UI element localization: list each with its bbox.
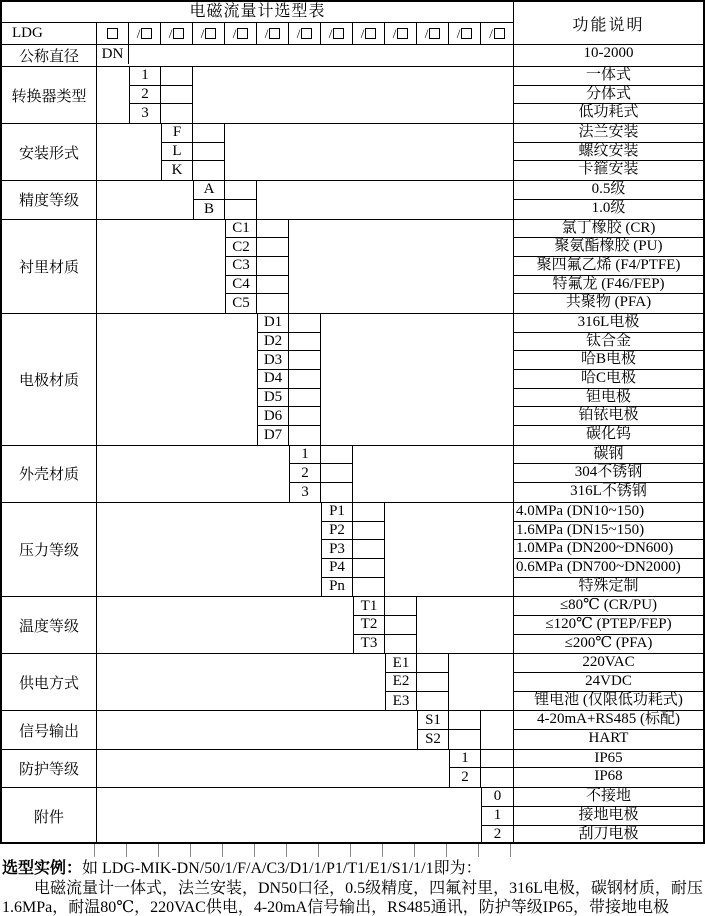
code-cell: K	[162, 161, 193, 180]
empty-cell	[353, 578, 385, 597]
section-label: 外壳材质	[2, 446, 97, 502]
slash: /	[136, 25, 141, 41]
grid-cell	[95, 844, 127, 857]
section-protection-class	[2, 749, 703, 787]
empty-cell	[417, 673, 449, 692]
model-code-slot	[449, 23, 481, 44]
empty-box-icon	[107, 28, 118, 39]
code-cell: A	[194, 181, 225, 200]
slash: /	[200, 25, 205, 41]
model-code-slot	[129, 23, 161, 44]
code-cell: D7	[258, 426, 289, 445]
code-cell: P1	[322, 503, 353, 522]
empty-box-icon	[237, 28, 248, 39]
grid-cell	[127, 844, 159, 857]
grid-cell	[223, 844, 255, 857]
code-cell: E2	[386, 673, 417, 692]
stair-spacer	[97, 788, 481, 844]
empty-cell	[193, 161, 225, 180]
next-column-stack	[385, 597, 417, 653]
stair-spacer	[97, 314, 257, 445]
model-code-slot	[321, 23, 353, 44]
empty-box-icon	[173, 28, 184, 39]
code-cell: P3	[322, 540, 353, 559]
header-left	[2, 2, 513, 44]
desc-cell: 1.0MPa (DN200~DN600)	[514, 540, 703, 559]
grid-cell	[159, 844, 191, 857]
empty-cell	[289, 407, 321, 426]
grid-cell	[447, 844, 479, 857]
code-cell: DN	[97, 45, 129, 64]
code-stack	[289, 446, 321, 502]
stair-spacer	[97, 446, 289, 502]
section-lining-material	[2, 219, 703, 313]
table-title: 电磁流量计选型表	[2, 2, 513, 23]
model-code-slot	[417, 23, 449, 44]
slash: /	[392, 25, 397, 41]
desc-cell: 哈B电极	[514, 351, 703, 370]
example-heading	[2, 859, 703, 879]
section-label: 衬里材质	[2, 220, 97, 313]
desc-cell: 锂电池 (仅限低功耗式)	[534, 691, 683, 708]
section-nominal-diameter	[2, 44, 703, 66]
stair-spacer	[97, 181, 193, 218]
code-cell: C4	[226, 276, 257, 295]
empty-cell	[321, 483, 353, 502]
function-descriptions	[513, 597, 703, 653]
section-pressure-class	[2, 502, 703, 596]
section-temperature-class	[2, 596, 703, 653]
empty-cell	[481, 750, 513, 769]
section-accessories	[2, 787, 703, 844]
function-descriptions	[513, 124, 703, 180]
code-cell: B	[194, 200, 225, 219]
empty-cell	[481, 768, 513, 787]
next-column-stack	[321, 446, 353, 502]
desc-cell: 1.6MPa (DN15~150)	[514, 522, 703, 541]
empty-box-icon	[333, 28, 344, 39]
empty-cell	[161, 86, 193, 105]
code-cell: D6	[258, 407, 289, 426]
section-label: 公称直径	[2, 45, 97, 66]
desc-cell: 铂铱电极	[514, 407, 703, 426]
empty-cell	[289, 389, 321, 408]
code-stack	[481, 788, 513, 844]
empty-cell	[353, 559, 385, 578]
desc-cell: 钛合金	[514, 333, 703, 352]
desc-cell: 共聚物 (PFA)	[565, 294, 652, 311]
empty-cell	[193, 143, 225, 162]
model-code-row	[2, 23, 513, 44]
next-column-stack	[161, 67, 193, 123]
desc-cell: 碳钢	[514, 446, 703, 465]
desc-cell: ≤80℃ (CR/PU)	[514, 597, 703, 616]
function-descriptions	[513, 750, 703, 787]
empty-cell	[257, 276, 289, 295]
slash: /	[424, 25, 429, 41]
desc-cell: 钽电极	[514, 389, 703, 408]
section-electrode-material	[2, 313, 703, 445]
section-installation-type	[2, 123, 703, 180]
empty-cell	[289, 426, 321, 445]
desc-cell: 0.5级	[514, 181, 703, 200]
desc-cell: 聚四氟乙烯 (F4/PTFE)	[514, 257, 703, 276]
function-descriptions	[513, 220, 703, 313]
model-code-slot	[257, 23, 289, 44]
next-column-stack	[449, 711, 481, 748]
desc-cell: 碳化钨	[585, 426, 631, 443]
next-column-stack	[289, 314, 321, 445]
section-label: 温度等级	[2, 597, 97, 653]
grid-cell	[191, 844, 223, 857]
function-column-header: 功能说明	[513, 2, 703, 44]
empty-cell	[353, 522, 385, 541]
empty-box-icon	[494, 28, 505, 39]
section-label: 供电方式	[2, 654, 97, 710]
code-cell: D4	[258, 370, 289, 389]
stair-spacer	[97, 67, 129, 123]
section-signal-output	[2, 710, 703, 748]
model-code-slot	[97, 23, 129, 44]
function-descriptions	[513, 181, 703, 218]
code-cell: 1	[130, 67, 161, 86]
stair-spacer	[97, 750, 449, 787]
desc-cell: 24VDC	[514, 673, 703, 692]
function-descriptions	[513, 446, 703, 502]
model-prefix-label: LDG	[2, 23, 97, 44]
grid-cell	[287, 844, 319, 857]
code-stack	[97, 45, 129, 66]
empty-cell	[225, 181, 257, 200]
code-stack	[161, 124, 193, 180]
section-label: 信号输出	[2, 711, 97, 748]
code-cell: S2	[418, 730, 449, 749]
model-code-slot	[225, 23, 257, 44]
function-descriptions	[513, 711, 703, 748]
model-code-slot	[161, 23, 193, 44]
section-converter-type	[2, 66, 703, 123]
code-cell: S1	[418, 711, 449, 730]
desc-cell: 低功耗式	[578, 104, 639, 121]
code-cell: 1	[482, 807, 513, 826]
section-label: 安装形式	[2, 124, 97, 180]
code-stack	[385, 654, 417, 710]
next-column-stack	[193, 124, 225, 180]
empty-cell	[449, 711, 481, 730]
slash: /	[168, 25, 173, 41]
empty-cell	[385, 597, 417, 616]
empty-cell	[449, 730, 481, 749]
slash: /	[296, 25, 301, 41]
desc-cell: 特氟龙 (F46/FEP)	[514, 276, 703, 295]
desc-cell: 10-2000	[583, 45, 634, 61]
function-descriptions	[513, 314, 703, 445]
code-cell: 2	[450, 768, 481, 787]
code-cell: C3	[226, 257, 257, 276]
desc-cell: 卡箍安装	[578, 161, 639, 178]
code-cell: P4	[322, 559, 353, 578]
empty-box-icon	[301, 28, 312, 39]
code-stack	[257, 314, 289, 445]
empty-cell	[289, 370, 321, 389]
grid-cell	[479, 844, 511, 857]
code-cell: C5	[226, 294, 257, 313]
empty-cell	[257, 257, 289, 276]
grid-cell	[383, 844, 415, 857]
desc-cell: 304不锈钢	[514, 464, 703, 483]
model-code-slot	[193, 23, 225, 44]
grid-cell	[351, 844, 383, 857]
code-cell: 1	[290, 446, 321, 465]
desc-cell: 220VAC	[514, 654, 703, 673]
desc-cell: 刮刀电极	[578, 825, 639, 842]
code-cell: T1	[354, 597, 385, 616]
grid-cell	[0, 844, 95, 857]
stair-spacer	[97, 220, 225, 313]
code-cell: 3	[290, 483, 321, 502]
empty-box-icon	[461, 28, 472, 39]
next-column-stack	[225, 181, 257, 218]
code-cell: C2	[226, 238, 257, 257]
desc-cell: 0.6MPa (DN700~DN2000)	[514, 559, 703, 578]
slash: /	[489, 25, 493, 41]
slash: /	[232, 25, 237, 41]
code-cell: 2	[493, 826, 502, 843]
desc-cell: HART	[588, 730, 629, 747]
grid-cell	[255, 844, 287, 857]
example-description: 电磁流量计一体式，法兰安装，DN50口径，0.5级精度，四氟衬里，316L电极，碳钢材质，耐压1.6MPa，耐温80℃，220VAC供电，4-20mA信号输出，RS485通讯，防护等级IP65，带接地电极	[2, 880, 703, 916]
code-cell: 2	[290, 464, 321, 483]
empty-cell	[417, 692, 449, 711]
empty-cell	[289, 314, 321, 333]
code-stack	[321, 503, 353, 596]
grid-cell	[511, 844, 705, 857]
code-cell: D3	[258, 351, 289, 370]
desc-cell: 聚氨酯橡胶 (PU)	[514, 238, 703, 257]
stair-spacer	[97, 654, 385, 710]
grid-cell	[319, 844, 351, 857]
desc-cell: 氯丁橡胶 (CR)	[514, 220, 703, 239]
desc-cell: 分体式	[514, 86, 703, 105]
desc-cell: 4-20mA+RS485 (标配)	[514, 711, 703, 730]
stair-spacer	[97, 503, 321, 596]
next-column-stack	[417, 654, 449, 710]
code-stack	[417, 711, 449, 748]
code-cell: C1	[226, 220, 257, 239]
desc-cell: ≤120℃ (PTEP/FEP)	[514, 616, 703, 635]
empty-cell	[225, 200, 257, 219]
desc-cell: 1.0级	[591, 199, 626, 216]
empty-cell	[321, 464, 353, 483]
section-accuracy-class	[2, 180, 703, 218]
section-housing-material	[2, 445, 703, 502]
empty-cell	[289, 351, 321, 370]
code-stack	[225, 220, 257, 313]
desc-cell: 不接地	[514, 788, 703, 807]
section-label: 防护等级	[2, 750, 97, 787]
section-label: 电极材质	[2, 314, 97, 445]
desc-cell: 法兰安装	[514, 124, 703, 143]
desc-cell: ≤200℃ (PFA)	[564, 634, 653, 651]
desc-cell: 316L不锈钢	[570, 483, 647, 500]
empty-box-icon	[205, 28, 216, 39]
empty-box-icon	[269, 28, 280, 39]
empty-box-icon	[397, 28, 408, 39]
code-cell: P2	[322, 522, 353, 541]
next-column-stack	[257, 220, 289, 313]
code-stack	[193, 181, 225, 218]
code-cell: T3	[354, 635, 385, 654]
model-code-slot	[385, 23, 417, 44]
function-descriptions	[513, 788, 703, 844]
code-cell: F	[162, 124, 193, 143]
code-cell: 1	[450, 750, 481, 769]
slash: /	[360, 25, 365, 41]
empty-cell	[257, 238, 289, 257]
example-label: 选型实例：	[2, 860, 83, 877]
empty-cell	[161, 67, 193, 86]
empty-cell	[353, 503, 385, 522]
empty-box-icon	[141, 28, 152, 39]
empty-cell	[257, 294, 289, 313]
empty-box-icon	[429, 28, 440, 39]
selection-example	[0, 857, 705, 916]
code-cell: L	[162, 143, 193, 162]
function-descriptions	[513, 45, 703, 66]
empty-cell	[417, 654, 449, 673]
empty-cell	[385, 635, 417, 654]
code-stack	[129, 67, 161, 123]
code-cell: D5	[258, 389, 289, 408]
section-label: 压力等级	[2, 503, 97, 596]
desc-cell: 哈C电极	[514, 370, 703, 389]
code-cell: D2	[258, 333, 289, 352]
slash: /	[328, 25, 333, 41]
stair-spacer	[97, 711, 417, 748]
desc-cell: 特殊定制	[578, 577, 639, 594]
function-descriptions	[513, 503, 703, 596]
code-cell: E3	[386, 692, 417, 711]
empty-cell	[161, 104, 193, 123]
code-cell: Pn	[322, 578, 353, 597]
model-code-slot	[289, 23, 321, 44]
model-code-slot	[481, 23, 513, 44]
code-cell: 2	[130, 86, 161, 105]
empty-cell	[353, 540, 385, 559]
function-descriptions	[513, 67, 703, 123]
code-cell: E1	[386, 654, 417, 673]
empty-box-icon	[365, 28, 376, 39]
desc-cell: 接地电极	[514, 807, 703, 826]
empty-cell	[289, 333, 321, 352]
desc-cell: 螺纹安装	[514, 143, 703, 162]
grid-strip	[0, 844, 705, 857]
next-column-stack	[353, 503, 385, 596]
function-descriptions	[513, 654, 703, 710]
next-column-stack	[481, 750, 513, 787]
stair-spacer	[97, 124, 161, 180]
section-label: 附件	[2, 788, 97, 844]
section-label: 转换器类型	[2, 67, 97, 123]
stair-spacer	[97, 597, 353, 653]
empty-cell	[321, 446, 353, 465]
desc-cell: 一体式	[514, 67, 703, 86]
code-cell: 0	[482, 788, 513, 807]
example-model-code: 如 LDG-MIK-DN/50/1/F/A/C3/D1/1/P1/T1/E1/S1/1/1即为：	[82, 860, 482, 877]
slash: /	[264, 25, 269, 41]
empty-cell	[385, 616, 417, 635]
empty-cell	[193, 124, 225, 143]
code-cell: 3	[130, 104, 161, 123]
desc-cell: IP68	[594, 768, 623, 785]
empty-cell	[257, 220, 289, 239]
desc-cell: IP65	[514, 750, 703, 769]
code-stack	[449, 750, 481, 787]
code-cell: T2	[354, 616, 385, 635]
section-label: 精度等级	[2, 181, 97, 218]
code-cell: D1	[258, 314, 289, 333]
code-stack	[353, 597, 385, 653]
desc-cell: 316L电极	[514, 314, 703, 333]
desc-cell: 4.0MPa (DN10~150)	[514, 503, 703, 522]
table-header	[2, 2, 703, 44]
model-code-slot	[353, 23, 385, 44]
section-power-supply	[2, 653, 703, 710]
grid-cell	[415, 844, 447, 857]
slash: /	[456, 25, 461, 41]
